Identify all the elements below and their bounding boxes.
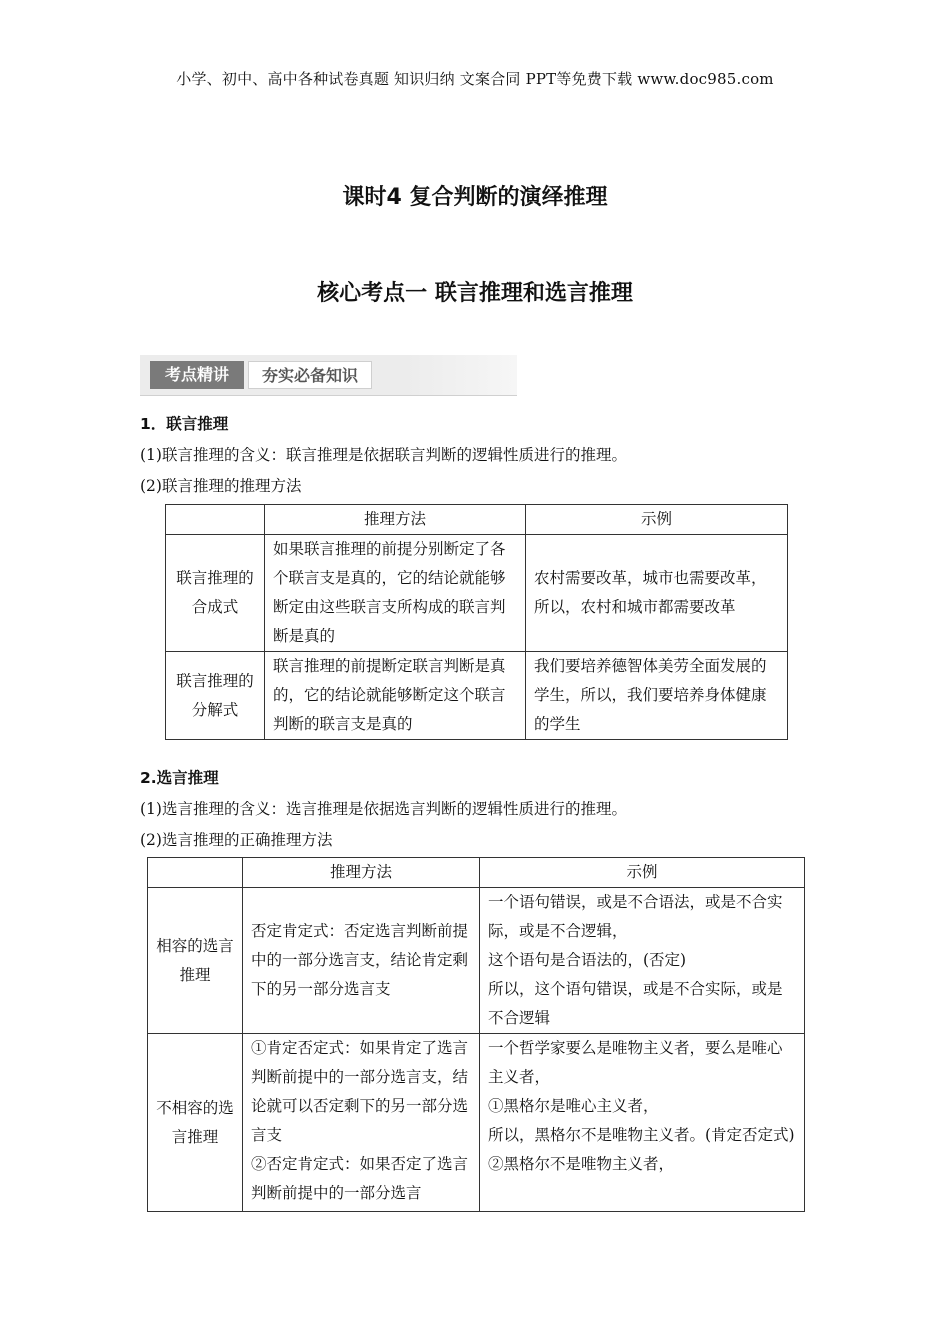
row-label: 联言推理的合成式 — [166, 535, 265, 652]
method-cell: 联言推理的前提断定联言判断是真的，它的结论就能够断定这个联言判断的联言支是真的 — [265, 652, 526, 740]
example-cell — [480, 888, 805, 1034]
table-row — [148, 888, 805, 1034]
method-line: ①肯定否定式：如果肯定了选言判断前提中的一部分选言支，结论就可以否定剩下的另一部分选言支 — [251, 1039, 469, 1144]
method-cell: 如果联言推理的前提分别断定了各个联言支是真的，它的结论就能够断定由这些联言支所构成的联言判断是真的 — [265, 535, 526, 652]
table-header-cell: 推理方法 — [243, 858, 480, 888]
example-cell: 农村需要改革，城市也需要改革，所以，农村和城市都需要改革 — [526, 535, 788, 652]
section2-method-caption: (2)选言推理的正确推理方法 — [140, 831, 333, 849]
table-header-cell: 示例 — [480, 858, 805, 888]
table-header-cell: 示例 — [526, 505, 788, 535]
section1-definition: (1)联言推理的含义：联言推理是依据联言判断的逻辑性质进行的推理。 — [140, 446, 627, 464]
section2-heading: 2.选言推理 — [140, 769, 219, 787]
example-line: 一个哲学家要么是唯物主义者，要么是唯心主义者， — [488, 1039, 783, 1086]
method-cell — [243, 1034, 480, 1212]
table-header-cell — [148, 858, 243, 888]
section1-heading: 1．联言推理 — [140, 415, 229, 433]
row-label: 不相容的选言推理 — [148, 1034, 243, 1212]
table-header-row — [166, 505, 788, 535]
banner-tag: 考点精讲 — [150, 361, 244, 389]
table-header-cell — [166, 505, 265, 535]
example-line: 所以，黑格尔不是唯物主义者。(肯定否定式) — [488, 1126, 795, 1144]
conjunctive-reasoning-table — [165, 504, 788, 740]
method-cell: 否定肯定式：否定选言判断前提中的一部分选言支，结论肯定剩下的另一部分选言支 — [243, 888, 480, 1034]
section-title: 核心考点一 联言推理和选言推理 — [317, 281, 633, 306]
example-line: 所以，这个语句错误，或是不合实际，或是不合逻辑 — [488, 980, 783, 1027]
table-row — [166, 535, 788, 652]
page-header: 小学、初中、高中各种试卷真题 知识归纳 文案合同 PPT等免费下载 www.doc985.com — [176, 70, 774, 88]
section1-method-caption: (2)联言推理的推理方法 — [140, 477, 302, 495]
table-row — [166, 652, 788, 740]
table-row — [148, 1034, 805, 1212]
example-line: 这个语句是合语法的，(否定) — [488, 951, 687, 969]
section2-definition: (1)选言推理的含义：选言推理是依据选言判断的逻辑性质进行的推理。 — [140, 800, 627, 818]
banner-subtitle: 夯实必备知识 — [248, 361, 372, 389]
row-label: 联言推理的分解式 — [166, 652, 265, 740]
example-cell: 我们要培养德智体美劳全面发展的学生，所以，我们要培养身体健康的学生 — [526, 652, 788, 740]
example-line: ①黑格尔是唯心主义者， — [488, 1097, 659, 1115]
row-label: 相容的选言推理 — [148, 888, 243, 1034]
lesson-title: 课时4 复合判断的演绎推理 — [342, 185, 608, 210]
disjunctive-reasoning-table — [147, 857, 805, 1212]
example-line: 一个语句错误，或是不合语法，或是不合实际，或是不合逻辑， — [488, 893, 783, 940]
method-line: ②否定肯定式：如果否定了选言判断前提中的一部分选言 — [251, 1155, 469, 1202]
example-line: ②黑格尔不是唯物主义者， — [488, 1155, 675, 1173]
key-point-banner — [140, 355, 517, 396]
table-header-row — [148, 858, 805, 888]
example-cell — [480, 1034, 805, 1212]
table-header-cell: 推理方法 — [265, 505, 526, 535]
